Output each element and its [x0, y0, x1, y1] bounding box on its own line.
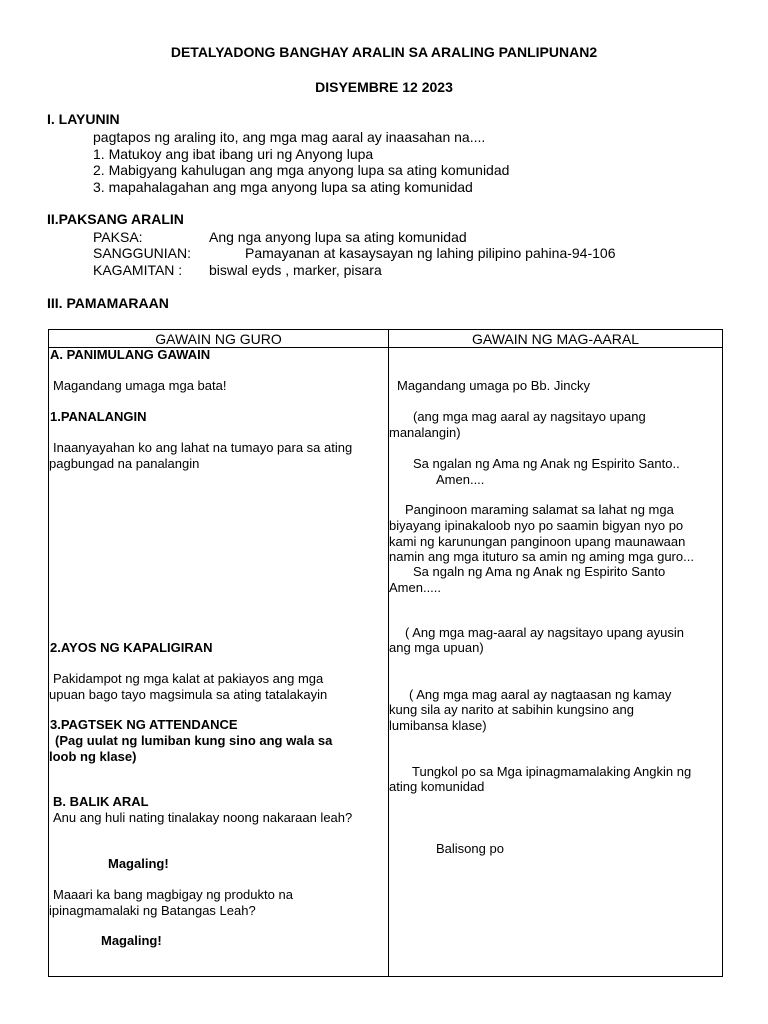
panalangin-heading: 1.PANALANGIN [50, 409, 147, 424]
guro-cell [49, 348, 389, 977]
document-date: DISYEMBRE 12 2023 [315, 79, 453, 95]
col-header-guro: GAWAIN NG GURO [49, 330, 389, 348]
kagamitan-label: KAGAMITAN : [93, 262, 183, 278]
paksa-label: PAKSA: [93, 229, 143, 245]
ayusin-line-2: ang mga upuan) [389, 640, 484, 655]
panimula-heading: A. PANIMULANG GAWAIN [50, 347, 211, 362]
magaling-1: Magaling! [108, 856, 169, 871]
pamamaraan-table [48, 329, 723, 977]
balik-aral-question: Anu ang huli nating tinalakay noong nakaraan leah? [53, 810, 353, 825]
kamay-line-2: kung sila ay narito at sabihin kungsino ang [389, 702, 634, 717]
produkto-line-2: ipinagmamalaki ng Batangas Leah? [49, 903, 256, 918]
dasal-line-2: biyayang ipinakaloob nyo po saamin bigyan nyo po [389, 518, 684, 533]
table-body-row [49, 348, 723, 977]
tayo-line-2: manalangin) [389, 425, 461, 440]
mag-aaral-bati: Magandang umaga po Bb. Jincky [397, 378, 590, 393]
paksa-value: Ang nga anyong lupa sa ating komunidad [209, 229, 467, 245]
magaling-2: Magaling! [101, 933, 162, 948]
table-header-row [49, 330, 723, 348]
balisong-answer: Balisong po [436, 841, 504, 856]
guro-bati: Magandang umaga mga bata! [53, 378, 227, 393]
tungkol-line-1: Tungkol po sa Mga ipinagmamalaking Angkin ng [412, 764, 692, 779]
mag-aaral-cell [389, 348, 723, 977]
attendance-line-1: (Pag uulat ng lumiban kung sino ang wala sa [55, 733, 333, 748]
balik-aral-heading: B. BALIK ARAL [53, 794, 149, 809]
ngalan-line-2: Amen.... [436, 472, 485, 487]
kagamitan-value: biswal eyds , marker, pisara [209, 262, 382, 278]
dasal-line-6: Amen..... [389, 580, 442, 595]
dasal-line-1: Panginoon maraming salamat sa lahat ng mga [405, 502, 674, 517]
kamay-line-3: lumibansa klase) [389, 718, 487, 733]
kamay-line-1: ( Ang mga mag aaral ay nagtaasan ng kamay [409, 687, 672, 702]
ayos-line-2: upuan bago tayo magsimula sa ating tatalakayin [49, 687, 328, 702]
ayusin-line-1: ( Ang mga mag-aaral ay nagsitayo upang ayusin [405, 625, 684, 640]
panalangin-line-2: pagbungad na panalangin [49, 456, 200, 471]
document-title: DETALYADONG BANGHAY ARALIN SA ARALING PANLIPUNAN2 [170, 44, 598, 60]
layunin-item-3: 3. mapahalagahan ang mga anyong lupa sa ating komunidad [93, 179, 473, 195]
attendance-heading: 3.PAGTSEK NG ATTENDANCE [50, 717, 238, 732]
ngalan-line-1: Sa ngalan ng Ama ng Anak ng Espirito Santo.. [413, 456, 680, 471]
sanggunian-label: SANGGUNIAN: [93, 245, 192, 261]
dasal-line-3: kami ng karunungan panginoon upang maunawaan [389, 534, 686, 549]
produkto-line-1: Maaari ka bang magbigay ng produkto na [53, 887, 293, 902]
layunin-item-2: 2. Mabigyang kahulugan ang mga anyong lupa sa ating komunidad [93, 162, 510, 178]
layunin-intro: pagtapos ng araling ito, ang mga mag aaral ay inaasahan na.... [93, 129, 486, 145]
ayos-line-1: Pakidampot ng mga kalat at pakiayos ang mga [53, 671, 324, 686]
tayo-line-1: (ang mga mag aaral ay nagsitayo upang [413, 409, 646, 424]
dasal-line-4: namin ang mga ituturo sa amin ng aming mga guro... [389, 549, 694, 564]
layunin-heading: I. LAYUNIN [47, 111, 120, 127]
attendance-line-2: loob ng klase) [49, 749, 137, 764]
dasal-line-5: Sa ngaln ng Ama ng Anak ng Espirito Santo [413, 564, 666, 579]
ayos-heading: 2.AYOS NG KAPALIGIRAN [50, 640, 213, 655]
panalangin-line-1: Inaanyayahan ko ang lahat na tumayo para sa ating [53, 440, 353, 455]
paksang-aralin-heading: II.PAKSANG ARALIN [47, 211, 184, 227]
layunin-item-1: 1. Matukoy ang ibat ibang uri ng Anyong lupa [93, 146, 374, 162]
pamamaraan-heading: III. PAMAMARAAN [47, 295, 169, 311]
col-header-mag-aaral: GAWAIN NG MAG-AARAL [389, 330, 723, 348]
sanggunian-value: Pamayanan at kasaysayan ng lahing pilipino pahina-94-106 [245, 245, 616, 261]
tungkol-line-2: ating komunidad [389, 779, 485, 794]
